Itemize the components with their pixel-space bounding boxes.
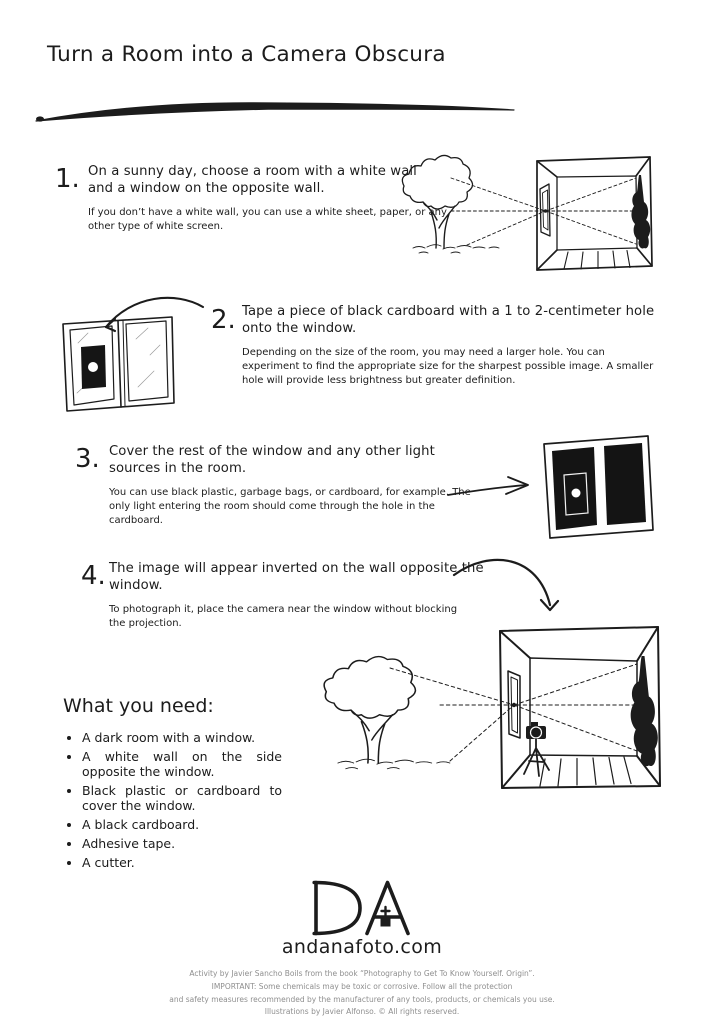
step-2-number: 2.: [211, 305, 236, 335]
list-item: • A white wall on the side opposite the window.: [82, 749, 282, 779]
website-url: andanafoto.com: [281, 936, 443, 958]
step-4-note: To photograph it, place the camera near the window without blocking the projection.: [109, 603, 458, 629]
step-4-heading: The image will appear inverted on the wall opposite the window.: [109, 561, 484, 594]
list-item: • Black plastic or cardboard to cover the window.: [82, 783, 282, 813]
step-4-number: 4.: [81, 561, 106, 591]
credit-line: Activity by Javier Sancho Boils from the book “Photography to Get To Know Yourself. Origin”.: [189, 969, 535, 978]
da-logo: [306, 879, 418, 937]
step-1-heading: On a sunny day, choose a room with a white wall and a window on the opposite wall.: [88, 164, 417, 197]
room-projection-camera-scene-icon: [290, 620, 710, 795]
what-you-need-heading: What you need:: [63, 695, 214, 717]
credit-line: IMPORTANT: Some chemicals may be toxic or corrosive. Follow all the protection: [211, 981, 513, 991]
step-1-number: 1.: [55, 164, 80, 194]
step-1-note: If you don’t have a white wall, you can use a white sheet, paper, or any other type of white screen.: [88, 206, 447, 232]
step-3-number: 3.: [75, 444, 100, 474]
step-2-heading: Tape a piece of black cardboard with a 1 to 2-centimeter hole onto the window.: [242, 304, 655, 337]
brush-stroke-underline: [33, 98, 517, 124]
list-item: • Adhesive tape.: [82, 836, 282, 851]
list-item: • A black cardboard.: [82, 817, 282, 832]
credits-block: [0, 968, 724, 1019]
what-you-need-list: [63, 730, 282, 874]
curved-down-arrow-icon: [450, 553, 562, 619]
room-projection-scene-icon: [393, 148, 693, 288]
list-item: • A cutter.: [82, 855, 282, 870]
right-arrow-icon: [446, 474, 541, 502]
step-2-note: Depending on the size of the room, you may need a larger hole. You can experiment to find the appropriate size for the sharpest possible image. A smaller hole will provide less brightness but greater definition.: [242, 346, 654, 386]
step-1-text: [88, 163, 447, 234]
list-item: • A dark room with a window.: [82, 730, 282, 745]
step-3-heading: Cover the rest of the window and any other light sources in the room.: [109, 444, 435, 477]
camera-on-tripod-icon: [524, 722, 549, 776]
page-title: Turn a Room into a Camera Obscura: [47, 42, 446, 67]
step-2-text: [242, 303, 660, 388]
step-3-text: [109, 443, 469, 528]
credit-line: Illustrations by Javier Alfonso. © All rights reserved.: [264, 1007, 460, 1017]
covered-window-icon: [538, 432, 658, 542]
step-3-note: You can use black plastic, garbage bags, or cardboard, for example. The only light entering the room should come through the hole in the cardboard.: [109, 486, 471, 526]
credit-line: and safety measures recommended by the manufacturer of any tools, products, or chemicals you use.: [169, 994, 555, 1004]
